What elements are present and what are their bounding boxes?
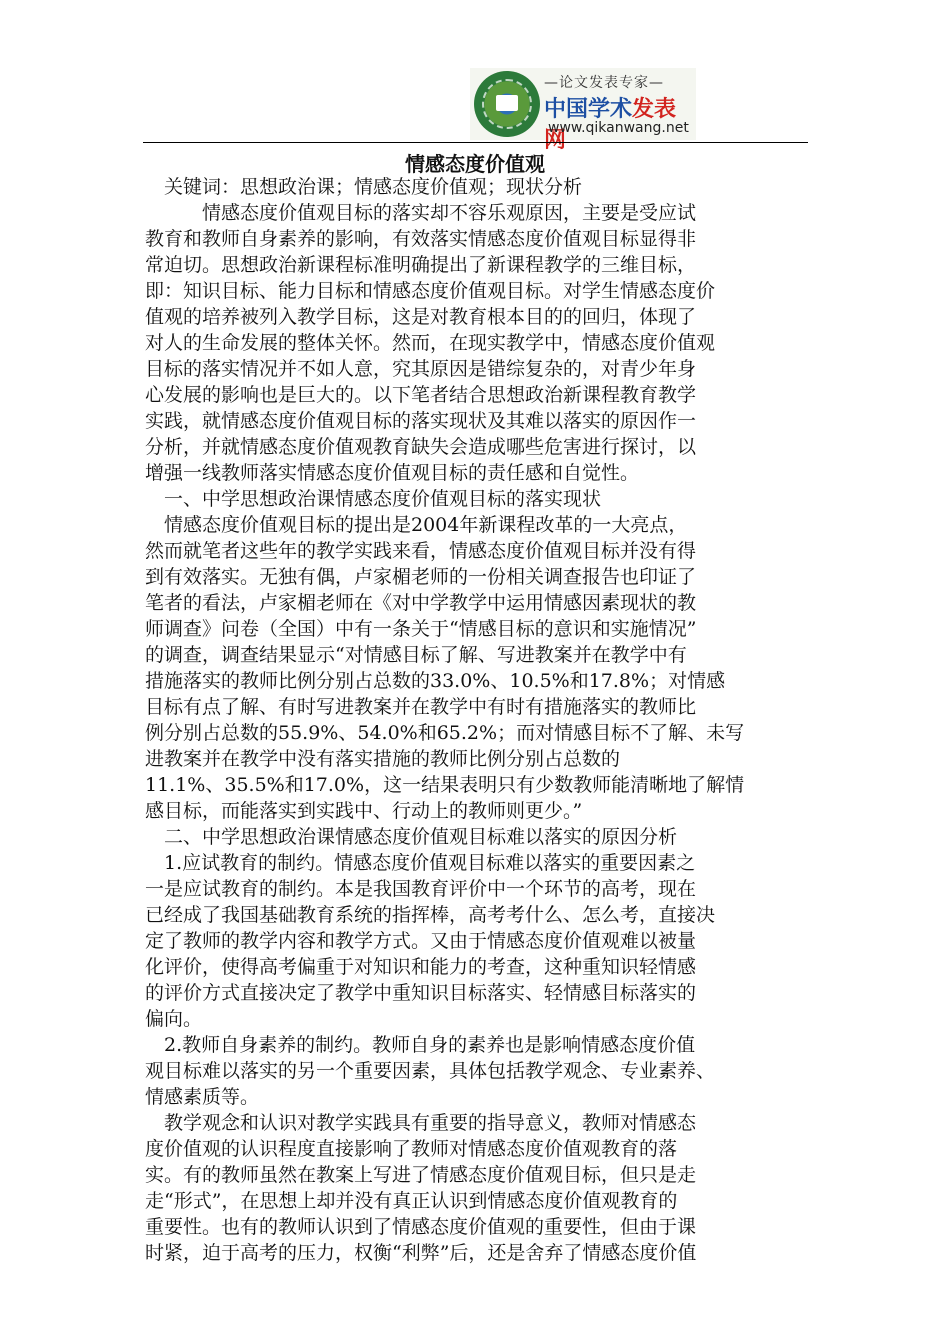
text-line: 情感态度价值观目标的提出是2004年新课程改革的一大亮点，	[145, 514, 688, 536]
text-line: 度价值观的认识程度直接影响了教师对情感态度价值观教育的落	[145, 1138, 678, 1160]
text-line: 的评价方式直接决定了教学中重知识目标落实、轻情感目标落实的	[145, 982, 697, 1004]
text-line: 进教案并在教学中没有落实措施的教师比例分别占总数的	[145, 748, 621, 770]
book-icon	[496, 95, 518, 111]
text-line: 常迫切。思想政治新课程标准明确提出了新课程教学的三维目标，	[145, 254, 697, 276]
text-line: 定了教师的教学内容和教学方式。又由于情感态度价值观难以被量	[145, 930, 697, 952]
text-line: 即：知识目标、能力目标和情感态度价值观目标。对学生情感态度价	[145, 280, 716, 302]
text-line: 教育和教师自身素养的影响，有效落实情感态度价值观目标显得非	[145, 228, 697, 250]
logo-name-red: 发表网	[544, 97, 677, 153]
text-line: 二、中学思想政治课情感态度价值观目标难以落实的原因分析	[145, 826, 678, 848]
text-line: 2.教师自身素养的制约。教师自身的素养也是影响情感态度价值	[145, 1034, 696, 1056]
text-line: 一、中学思想政治课情感态度价值观目标的落实现状	[145, 488, 602, 510]
text-line: 化评价，使得高考偏重于对知识和能力的考查，这种重知识轻情感	[145, 956, 697, 978]
emblem-icon	[474, 71, 540, 137]
text-line: 走“形式”，在思想上却并没有真正认识到情感态度价值观教育的	[145, 1190, 678, 1212]
text-line: 感目标，而能落实到实践中、行动上的教师则更少。”	[145, 800, 583, 822]
text-line: 关键词：思想政治课；情感态度价值观；现状分析	[145, 176, 583, 198]
text-line: 11.1%、35.5%和17.0%，这一结果表明只有少数教师能清晰地了解情	[145, 774, 745, 796]
text-line: 1.应试教育的制约。情感态度价值观目标难以落实的重要因素之	[145, 852, 696, 874]
text-line: 心发展的影响也是巨大的。以下笔者结合思想政治新课程教育教学	[145, 384, 697, 406]
document-body	[145, 174, 810, 1266]
text-line: 实。有的教师虽然在教案上写进了情感态度价值观目标，但只是走	[145, 1164, 697, 1186]
logo-name-blue: 中国学术	[544, 97, 633, 122]
text-line: 目标的落实情况并不如人意，究其原因是错综复杂的，对青少年身	[145, 358, 697, 380]
text-line: 观目标难以落实的另一个重要因素，具体包括教学观念、专业素养、	[145, 1060, 716, 1082]
logo-url: www.qikanwang.net	[548, 120, 689, 136]
text-line: 对人的生命发展的整体关怀。然而，在现实教学中，情感态度价值观	[145, 332, 716, 354]
text-line: 一是应试教育的制约。本是我国教育评价中一个环节的高考，现在	[145, 878, 697, 900]
text-line: 到有效落实。无独有偶，卢家楣老师的一份相关调查报告也印证了	[145, 566, 697, 588]
text-line: 笔者的看法，卢家楣老师在《对中学教学中运用情感因素现状的教	[145, 592, 697, 614]
text-line: 目标有点了解、有时写进教案并在教学中有时有措施落实的教师比	[145, 696, 697, 718]
text-line: 措施落实的教师比例分别占总数的33.0%、10.5%和17.8%；对情感	[145, 670, 726, 692]
text-line: 然而就笔者这些年的教学实践来看，情感态度价值观目标并没有得	[145, 540, 697, 562]
text-line: 分析，并就情感态度价值观教育缺失会造成哪些危害进行探讨，以	[145, 436, 697, 458]
site-logo	[470, 68, 696, 153]
logo-tagline: —论文发表专家—	[544, 75, 664, 91]
header-rule	[143, 142, 808, 143]
text-line: 情感态度价值观目标的落实却不容乐观原因，主要是受应试	[145, 202, 697, 224]
text-line: 情感素质等。	[145, 1086, 260, 1108]
text-line: 偏向。	[145, 1008, 203, 1030]
text-line: 时紧，迫于高考的压力，权衡“利弊”后，还是舍弃了情感态度价值	[145, 1242, 697, 1264]
text-line: 师调查》问卷（全国）中有一条关于“情感目标的意识和实施情况”	[145, 618, 697, 640]
text-line: 实践，就情感态度价值观目标的落实现状及其难以落实的原因作一	[145, 410, 697, 432]
text-line: 教学观念和认识对教学实践具有重要的指导意义，教师对情感态	[145, 1112, 697, 1134]
text-line: 重要性。也有的教师认识到了情感态度价值观的重要性，但由于课	[145, 1216, 697, 1238]
text-line: 例分别占总数的55.9%、54.0%和65.2%；而对情感目标不了解、未写	[145, 722, 745, 744]
text-line: 已经成了我国基础教育系统的指挥棒，高考考什么、怎么考，直接决	[145, 904, 716, 926]
text-line: 值观的培养被列入教学目标，这是对教育根本目的的回归，体现了	[145, 306, 697, 328]
text-line: 的调查，调查结果显示“对情感目标了解、写进教案并在教学中有	[145, 644, 687, 666]
document-title: 情感态度价值观	[405, 152, 545, 176]
text-line: 增强一线教师落实情感态度价值观目标的责任感和自觉性。	[145, 462, 640, 484]
